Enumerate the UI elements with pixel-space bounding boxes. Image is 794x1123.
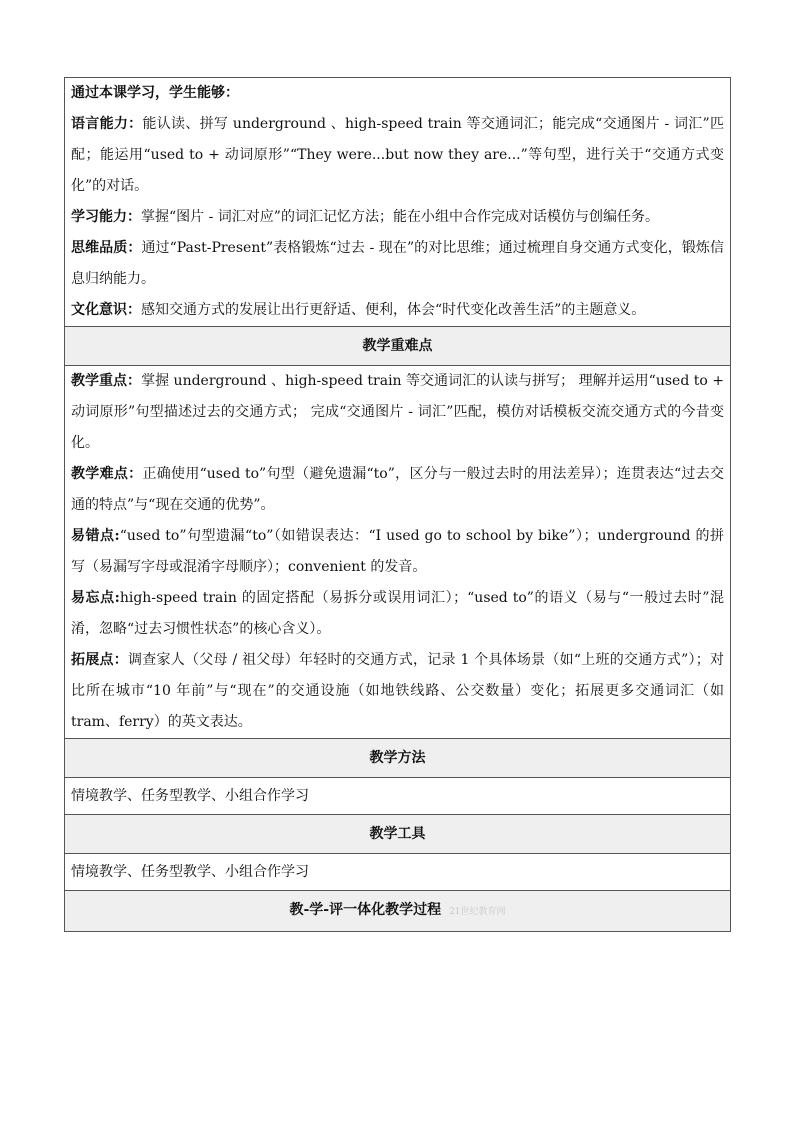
objective-culture — [71, 295, 724, 326]
objective-label: 文化意识： — [71, 302, 141, 318]
method-heading: 教学方法 — [65, 739, 731, 778]
key-point-error-prone — [71, 521, 724, 583]
key-point-difficulty — [71, 459, 724, 521]
method-text: 情境教学、任务型教学、小组合作学习 — [65, 778, 731, 815]
tools-text: 情境教学、任务型教学、小组合作学习 — [65, 854, 731, 891]
key-point-label: 易错点: — [71, 528, 120, 544]
process-header-row — [65, 891, 731, 932]
objectives-cell — [65, 78, 731, 327]
key-point-label: 易忘点: — [71, 590, 120, 606]
key-points-header-row — [65, 327, 731, 366]
key-point-focus — [71, 366, 724, 459]
key-point-label: 教学重点： — [71, 373, 142, 389]
objective-text: 感知交通方式的发展让出行更舒适、便利，体会“时代变化改善生活”的主题意义。 — [141, 302, 646, 318]
process-heading-cell — [65, 891, 731, 932]
objectives-intro: 通过本课学习，学生能够： — [71, 85, 239, 101]
key-points-cell — [65, 366, 731, 739]
key-points-row — [65, 366, 731, 739]
objective-text: 能认读、拼写 underground 、high-speed train 等交通词汇；能完成“交通图片 - 词汇”匹配；能运用“used to + 动词原形”“They were...but now they are...”等句型，进行关于“交通方式变化”的对话。 — [71, 116, 724, 194]
key-point-label: 教学难点： — [71, 466, 143, 482]
key-point-text: “used to”句型遗漏“to”（如错误表达：“I used go to school by bike”）；underground 的拼写（易漏写字母或混淆字母顺序）；convenient 的发音。 — [71, 528, 724, 575]
key-point-extension — [71, 645, 724, 738]
key-point-text: high-speed train 的固定搭配（易拆分或误用词汇）；“used to”的语义（易与“一般过去时”混淆，忽略“过去习惯性状态”的核心含义）。 — [71, 590, 724, 637]
key-point-text: 掌握 underground 、high-speed train 等交通词汇的认读与拼写； 理解并运用“used to + 动词原形”句型描述过去的交通方式； 完成“交通图片 - 词汇”匹配，模仿对话模板交流交通方式的今昔变化。 — [71, 373, 724, 451]
watermark: 21世纪教育网 — [449, 907, 506, 917]
objective-label: 学习能力： — [71, 209, 141, 225]
key-point-easily-forgotten — [71, 583, 724, 645]
key-points-heading: 教学重难点 — [65, 327, 731, 366]
objective-thinking — [71, 233, 724, 295]
process-heading: 教-学-评一体化教学过程 — [289, 902, 442, 918]
tools-header-row — [65, 815, 731, 854]
key-point-text: 正确使用“used to”句型（避免遗漏“to”，区分与一般过去时的用法差异）；连贯表达“过去交通的特点”与“现在交通的优势”。 — [71, 466, 724, 513]
objective-language — [71, 109, 724, 202]
objectives-row — [65, 78, 731, 327]
tools-heading: 教学工具 — [65, 815, 731, 854]
method-row — [65, 778, 731, 815]
tools-row — [65, 854, 731, 891]
method-header-row — [65, 739, 731, 778]
lesson-plan-table — [64, 77, 731, 932]
objective-label: 思维品质： — [71, 240, 142, 256]
key-point-text: 调查家人（父母 / 祖父母）年轻时的交通方式，记录 1 个具体场景（如“上班的交通方式”）；对比所在城市“10 年前”与“现在”的交通设施（如地铁线路、公交数量）变化；拓展更多交通词汇（如 tram、ferry）的英文表达。 — [71, 652, 724, 730]
objective-label: 语言能力： — [71, 116, 143, 132]
key-point-label: 拓展点： — [71, 652, 129, 668]
objective-text: 通过“Past-Present”表格锻炼“过去 - 现在”的对比思维；通过梳理自身交通方式变化，锻炼信息归纳能力。 — [71, 240, 724, 287]
objective-learning — [71, 202, 724, 233]
objective-text: 掌握“图片 - 词汇对应”的词汇记忆方法；能在小组中合作完成对话模仿与创编任务。 — [141, 209, 659, 225]
